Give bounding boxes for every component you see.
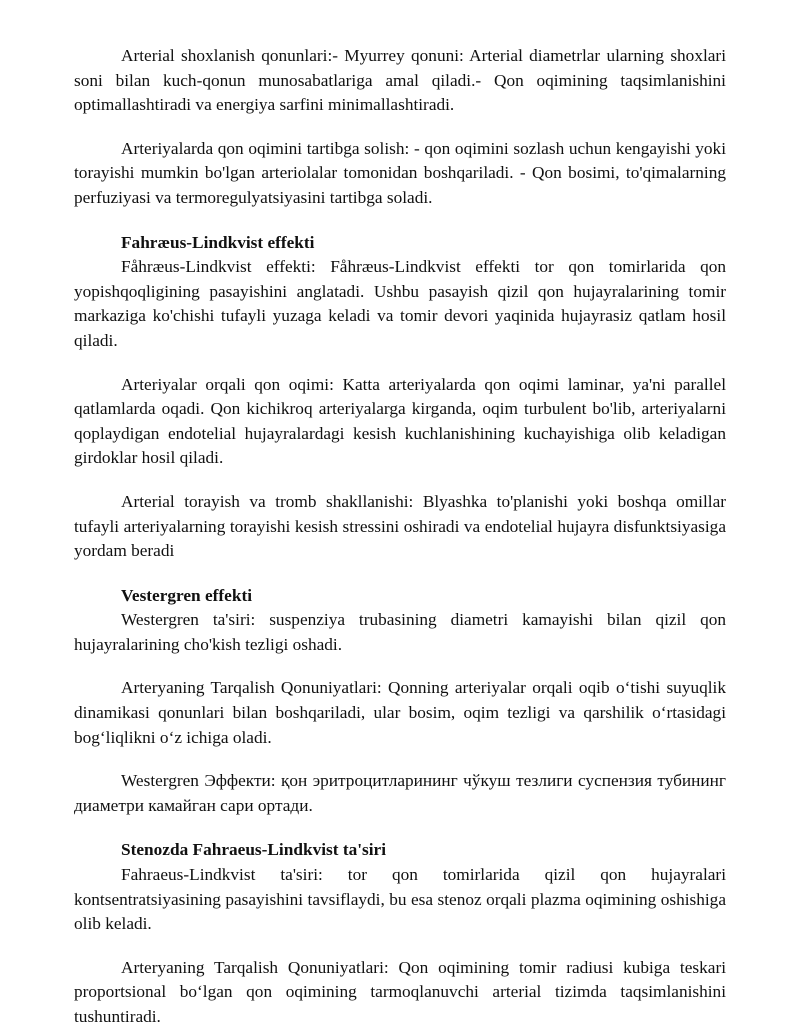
paragraph-blood-flow-regulation: Arteriyalarda qon oqimini tartibga solish: - qon oqimini sozlash uchun kengayishi yoki torayishi mumkin bo'lgan arteriolalar tomonidan boshqariladi. - Qon bosimi, to'qimalarning perfuziyasi va termoregulyatsiyasini tartibga soladi. (74, 138, 726, 207)
paragraph-arterial-branching-laws: Arterial shoxlanish qonunlari:- Myurrey qonuni: Arterial diametrlar ularning shoxlari soni bilan kuch-qonun munosabatlariga amal qiladi.- Qon oqimining taqsimlanishini optimallashtiradi va energiya sarfini minimallashtiradi. (74, 46, 726, 115)
paragraph-artery-distribution-laws: Arteryaning Tarqalish Qonuniyatlari: Qonning arteriyalar orqali oqib o‘tishi suyuqlik dinamikasi qonunlari bilan boshqariladi, ular bosim, oqim tezligi va qarshilik o‘rtasidagi bog‘liqlikni o‘z ichiga oladi. (74, 678, 726, 747)
heading-stenosis-fahraeus-lindqvist: Stenozda Fahraeus-Lindkvist ta'siri (121, 840, 387, 860)
heading-westergren-effect: Vestergren effekti (121, 585, 253, 605)
paragraph-stenosis-effect: Fahraeus-Lindkvist ta'siri: tor qon tomirlarida qizil qon hujayralari kontsentratsiyasining pasayishini tavsiflaydi, bu esa stenoz orqali plazma oqimining oshishiga olib keladi. (74, 865, 726, 934)
paragraph-westergren-definition: Westergren ta'siri: suspenziya trubasining diametri kamayishi bilan qizil qon hujayralarining cho'kish tezligi oshadi. (74, 610, 726, 654)
paragraph-artery-distribution-radius: Arteryaning Tarqalish Qonuniyatlari: Qon oqimining tomir radiusi kubiga teskari proportsional bo‘lgan qon oqimining tarmoqlanuvchi arterial tizimda taqsimlanishini tushuntiradi. (74, 957, 726, 1026)
paragraph-fahraeus-lindqvist-definition: Fåhræus-Lindkvist effekti: Fåhræus-Lindkvist effekti tor qon tomirlarida qon yopishqoqligining pasayishini anglatadi. Ushbu pasayish qizil qon hujayralarining tomir markaziga ko'chishi tufayli yuzaga keladi va tomir devori yaqinida hujayrasiz qatlam hosil qiladi. (74, 257, 726, 350)
heading-fahraeus-lindqvist-effect: Fahræus-Lindkvist effekti (121, 232, 315, 252)
paragraph-westergren-cyrillic: Westergren Эффекти: қон эритроцитларининг чўкуш тезлиги суспензия тубининг диаметри камайган сари ортади. (74, 771, 726, 815)
paragraph-arterial-narrowing: Arterial torayish va tromb shakllanishi: Blyashka to'planishi yoki boshqa omillar tufayli arteriyalarning torayishi kesish stressini oshiradi va endotelial hujayra disfunktsiyasiga yordam beradi (74, 491, 726, 561)
paragraph-arterial-blood-flow: Arteriyalar orqali qon oqimi: Katta arteriyalarda qon oqimi laminar, ya'ni parallel qatlamlarda oqadi. Qon kichikroq arteriyalarga kirganda, oqim turbulent bo'lib, arteriyalarni qoplaydigan endotelial hujayralardagi kesish kuchlanishining kuchayishiga olib keladigan girdoklar hosil qiladi. (74, 374, 726, 468)
